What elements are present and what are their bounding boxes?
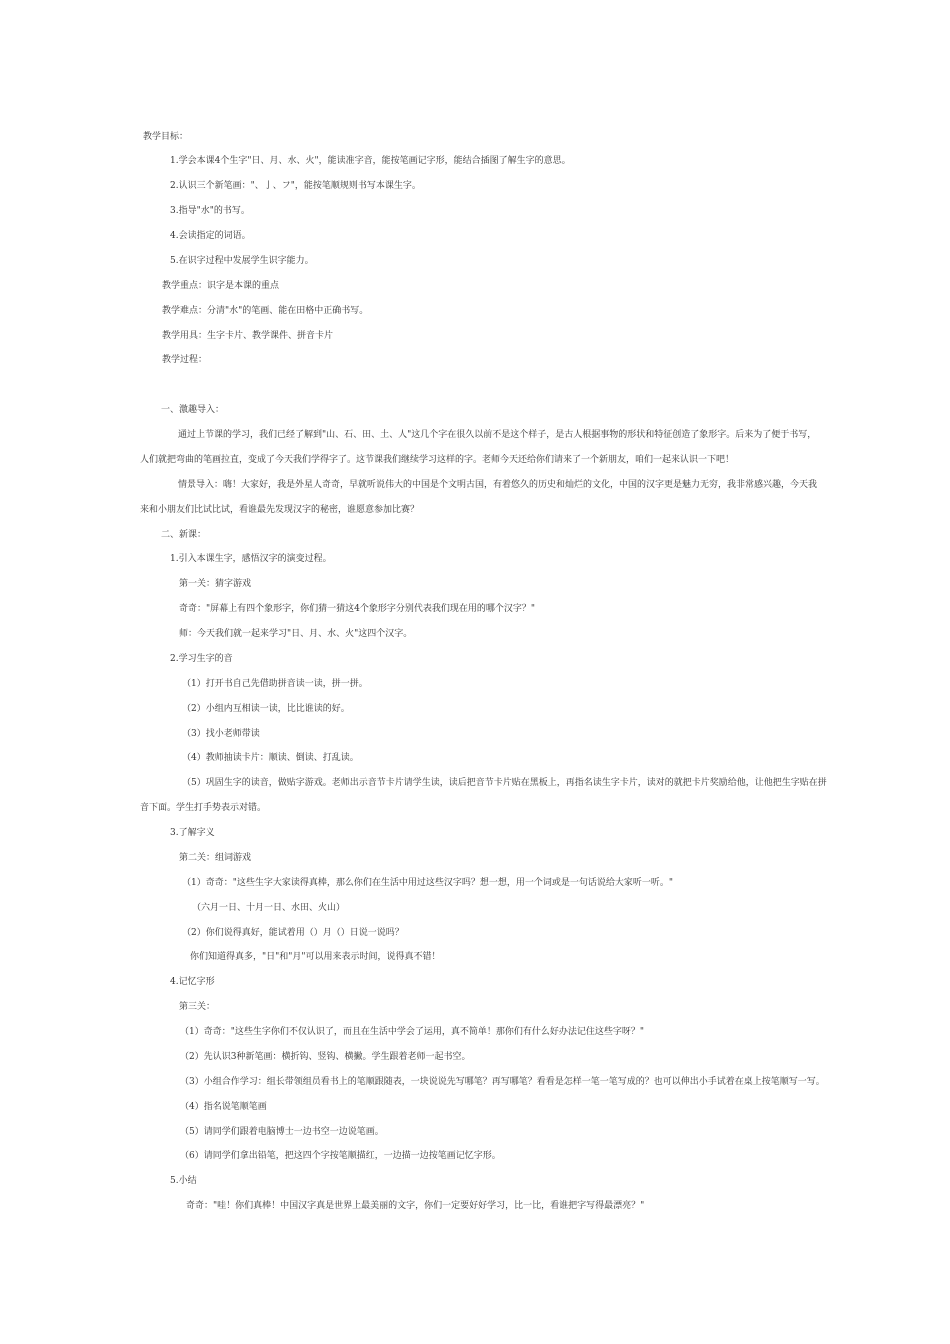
intro-paragraph-line: 通过上节课的学习，我们已经了解到"山、石、田、土、人"这几个字在很久以前不是这个样子，是古人根据事物的形状和特征创造了象形字。后来为了便于书写， <box>178 430 817 440</box>
part4-step: （3）小组合作学习：组长带领组员看书上的笔顺跟随表，一块说说先写哪笔？再写哪笔？看看是怎样一笔一笔写成的？也可以伸出小手试着在桌上按笔顺写一写。 <box>180 1076 825 1087</box>
difficulty: 教学难点：分清"水"的笔画、能在田格中正确书写。 <box>162 305 369 316</box>
part1-qiqi-line: 奇奇："屏幕上有四个象形字，你们猜一猜这4个象形字分别代表我们现在用的哪个汉字？" <box>179 604 536 615</box>
section1-heading: 一、激趣导入： <box>161 405 225 416</box>
part4-step: （1）奇奇："这些生字你们不仅认识了，而且在生活中学会了运用，真不简单！那你们有什么好办法记住这些字呀？" <box>180 1027 645 1037</box>
part1-teacher-line: 师：今天我们就一起来学习"日、月、水、火"这四个汉字。 <box>179 629 413 639</box>
scenario-paragraph-line: 来和小朋友们比试比试，看谁最先发现汉字的秘密，谁愿意参加比赛？ <box>140 504 420 515</box>
part3-step2: （2）你们说得真好，能试着用（）月（）日说一说吗？ <box>182 927 404 938</box>
part4-step: （5）请同学们跟着电脑博士一边书空一边说笔画。 <box>180 1126 384 1137</box>
objective-item: 3.指导"水"的书写。 <box>170 206 250 217</box>
objective-item: 4.会读指定的词语。 <box>170 231 251 241</box>
part3-stage: 第二关：组词游戏 <box>179 852 252 863</box>
part5-title: 5.小结 <box>170 1176 197 1187</box>
part5-qiqi-line: 奇奇："哇！你们真棒！中国汉字真是世界上最美丽的文字，你们一定要好好学习，比一比，看谁把字写得最漂亮？" <box>186 1201 645 1212</box>
part2-step: （4）教师抽读卡片：顺读、倒读、打乱读。 <box>182 753 359 764</box>
part2-step5-line: 音下面。学生打手势表示对错。 <box>140 803 267 814</box>
part2-title: 2.学习生字的音 <box>170 653 233 664</box>
part3-examples: （六月一日、十月一日、水田、火山） <box>192 902 346 913</box>
process-title: 教学过程： <box>162 355 208 366</box>
part3-step1: （1）奇奇："这些生字大家读得真棒，那么你们在生活中用过这些汉字吗？想一想，用一个词或是一句话说给大家听一听。" <box>182 877 674 888</box>
lesson-plan-document <box>0 125 950 1220</box>
intro-paragraph-line: 人们就把弯曲的笔画拉直，变成了今天我们学得字了。这节课我们继续学习这样的字。老师今天还给你们请来了一个新朋友，咱们一起来认识一下吧！ <box>140 454 735 465</box>
part2-step5-line: （5）巩固生字的读音，做贴字游戏。老师出示音节卡片请学生读，读后把音节卡片贴在黑板上，再指名读生字卡片，读对的就把卡片奖励给他，让他把生字贴在拼 <box>182 778 827 789</box>
part1-stage: 第一关：猜字游戏 <box>179 579 252 590</box>
part4-stage: 第三关： <box>179 1002 216 1013</box>
section2-heading: 二、新课： <box>161 529 207 540</box>
part3-feedback: 你们知道得真多，"日"和"月"可以用来表示时间，说得真不错！ <box>190 952 441 963</box>
objective-item: 2.认识三个新笔画："、亅、フ"，能按笔顺规则书写本课生字。 <box>170 181 421 192</box>
part2-step: （2）小组内互相读一读，比比谁读的好。 <box>182 703 350 714</box>
part2-step: （1）打开书自己先借助拼音读一读，拼一拼。 <box>182 678 368 689</box>
objective-item: 1.学会本课4个生字"日、月、水、火"，能读准字音，能按笔画记字形，能结合插图了解生字的意思。 <box>170 156 571 167</box>
part3-title: 3.了解字义 <box>170 828 215 838</box>
teaching-materials: 教学用具：生字卡片、教学课件、拼音卡片 <box>162 330 334 341</box>
part4-step: （4）指名说笔顺笔画 <box>180 1101 267 1112</box>
objective-item: 5.在识字过程中发展学生识字能力。 <box>170 255 314 266</box>
part4-step: （2）先认识3种新笔画：横折钩、竖钩、横撇。学生跟着老师一起书空。 <box>180 1051 471 1062</box>
blank-line <box>0 373 950 398</box>
part1-title: 1.引入本课生字，感悟汉字的演变过程。 <box>170 554 332 565</box>
objectives-title: 教学目标： <box>143 131 189 142</box>
part4-step: （6）请同学们拿出铅笔，把这四个字按笔顺描红，一边描一边按笔画记忆字形。 <box>180 1151 501 1162</box>
part2-step: （3）找小老师带读 <box>182 728 260 739</box>
scenario-paragraph-line: 情景导入：嗨！大家好，我是外星人奇奇，早就听说伟大的中国是个文明古国，有着悠久的历史和灿烂的文化，中国的汉字更是魅力无穷，我非常感兴趣，今天我 <box>178 479 818 490</box>
part4-title: 4.记忆字形 <box>170 977 215 988</box>
key-point: 教学重点：识字是本课的重点 <box>162 280 280 291</box>
